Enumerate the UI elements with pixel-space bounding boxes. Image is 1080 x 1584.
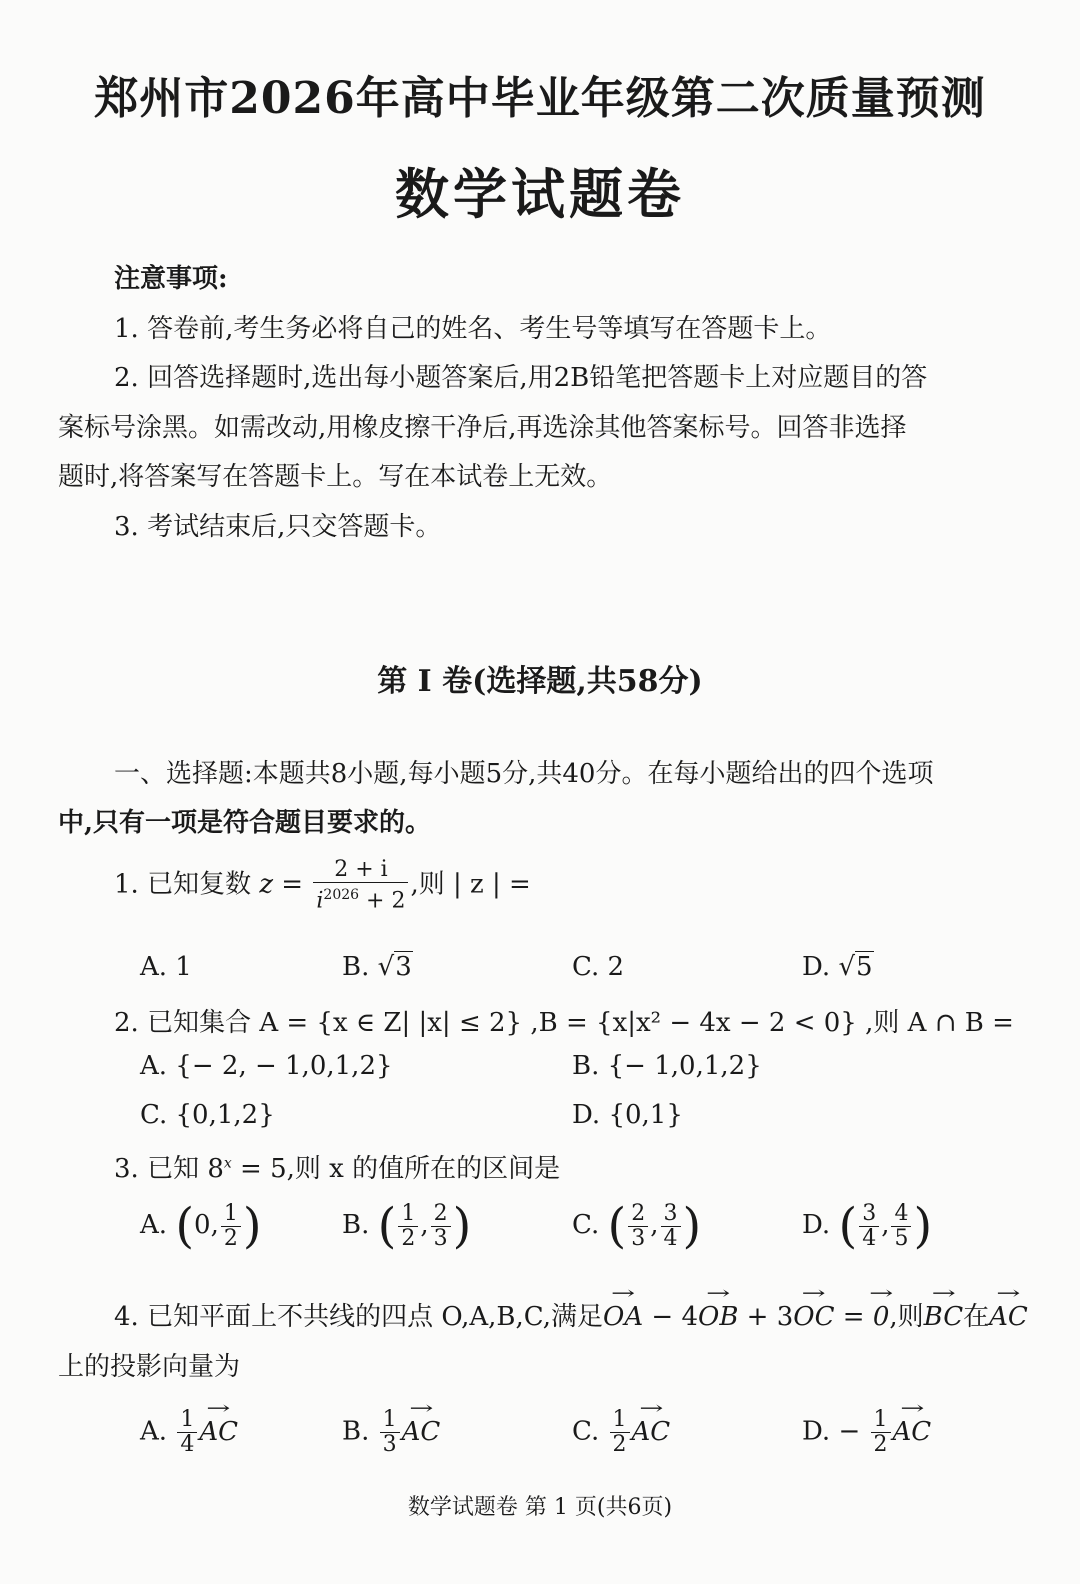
q2-option-a: A. {− 2, − 1,0,1,2} xyxy=(140,1051,393,1081)
section-intro-line-2: 中,只有一项是符合题目要求的。 xyxy=(58,808,432,838)
section-title: 第 Ⅰ 卷(选择题,共58分) xyxy=(377,664,703,699)
q2-option-d: D. {0,1} xyxy=(572,1100,683,1130)
exam-subtitle: 数学试题卷 xyxy=(395,162,685,226)
question-1-stem: 1. 已知复数 z = $\frac{2 + i}{i^{2026} + 2}$ ,则 | z | = xyxy=(114,857,531,914)
q3-option-b: B. ( $\frac{1}{2}$ , $\frac{2}{3}$ ) xyxy=(342,1198,472,1254)
q4-option-a: A. $\frac{1}{4}$ → AC xyxy=(140,1408,238,1457)
notice-item-1: 1. 答卷前,考生务必将自己的姓名、考生号等填写在答题卡上。 xyxy=(114,314,832,344)
q4-option-d: D. − $\frac{1}{2}$ → AC xyxy=(802,1408,931,1457)
q3-option-c: C. ( $\frac{2}{3}$ , $\frac{3}{4}$ ) xyxy=(572,1198,702,1254)
question-4-stem-line-2: 上的投影向量为 xyxy=(58,1352,241,1382)
question-2-stem: 2. 已知集合 A = {x ∈ Z| |x| ≤ 2} ,B = {x|x² − 4x − 2 < 0} ,则 A ∩ B = xyxy=(114,1008,1014,1038)
q3-option-d: D. ( $\frac{3}{4}$ , $\frac{4}{5}$ ) xyxy=(802,1198,933,1254)
section-intro-line-1: 一、选择题:本题共8小题,每小题5分,共40分。在每小题给出的四个选项 xyxy=(114,759,934,789)
notice-item-2-line-3: 题时,将答案写在答题卡上。写在本试卷上无效。 xyxy=(58,462,613,492)
question-3-stem: 3. 已知 $8^x = 5$,则 x 的值所在的区间是 xyxy=(114,1154,561,1184)
question-4-stem-line-1: 4. 已知平面上不共线的四点 O,A,B,C,满足→ OA − 4→ OB + 3→ OC = → 0,则→ BC在→ AC xyxy=(114,1296,1028,1333)
notice-heading: 注意事项: xyxy=(114,264,228,294)
q4-option-c: C. $\frac{1}{2}$ → AC xyxy=(572,1408,670,1457)
notice-item-3: 3. 考试结束后,只交答题卡。 xyxy=(114,512,442,542)
page-footer: 数学试题卷 第 1 页(共6页) xyxy=(407,1495,673,1520)
q1-option-a: A. 1 xyxy=(140,952,192,982)
q1-option-c: C. 2 xyxy=(572,952,625,982)
q2-option-c: C. {0,1,2} xyxy=(140,1100,275,1130)
q2-option-b: B. {− 1,0,1,2} xyxy=(572,1051,762,1081)
notice-item-2-line-2: 案标号涂黑。如需改动,用橡皮擦干净后,再选涂其他答案标号。回答非选择 xyxy=(58,413,907,443)
exam-title: 郑州市2026年高中毕业年级第二次质量预测 xyxy=(94,73,986,124)
q1-fraction: $\frac{2 + i}{i^{2026} + 2}$ xyxy=(313,858,408,913)
q4-option-b: B. $\frac{1}{3}$ → AC xyxy=(342,1408,440,1457)
q3-option-a: A. (0, $\frac{1}{2}$ ) xyxy=(140,1198,262,1254)
q1-option-b: B. √3 xyxy=(342,952,412,982)
notice-item-2-line-1: 2. 回答选择题时,选出每小题答案后,用2B铅笔把答题卡上对应题目的答 xyxy=(114,363,928,393)
q1-option-d: D. √5 xyxy=(802,952,873,982)
